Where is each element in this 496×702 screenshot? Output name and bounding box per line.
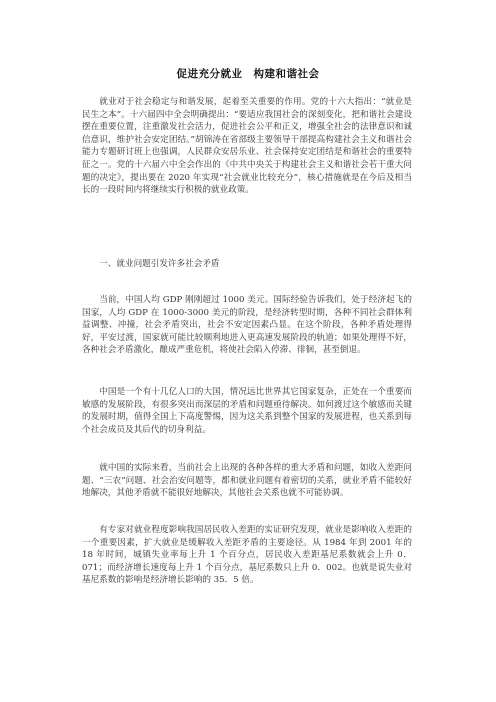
paragraph-research: 有专家对就业程度影响我国居民收入差距的实证研究发现，就业是影响收入差距的一个重要因素，扩大就业是缓解收入差距矛盾的主要途径。从 1984 年到 2001 年的 18 年时间，城镇失业率每上升 1 个百分点，居民收入差距基尼系数就会上升 0．071；而经济增长速度每上升 1 个百分点，基尼系数只上升 0．002。也就是说失业对基尼系数的影响是经济增长影响的 35．5 倍。	[82, 525, 412, 586]
section-heading: 一、就业问题引发许多社会矛盾	[99, 259, 220, 269]
document-title: 促进充分就业 构建和谐社会	[176, 68, 320, 80]
paragraph-problems: 就中国的实际来看，当前社会上出现的各种各样的重大矛盾和问题，如收入差距问题、“三农”问题、社会治安问题等，都和就业问题有着密切的关系，就业矛盾不能较好地解决，其他矛盾就不能很好地解决，其他社会关系也就不可能协调。	[82, 463, 412, 499]
paragraph-china-stage: 中国是一个有十几亿人口的大国，情况远比世界其它国家复杂，正处在一个重要而敏感的发展阶段，有很多突出而深层的矛盾和问题亟待解决。如何渡过这个敏感而关键的发展时期，值得全国上下高度警惕，因为这关系到整个国家的发展进程，也关系到每个社会成员及其后代的切身利益。	[82, 387, 412, 435]
paragraph-intro: 就业对于社会稳定与和谐发展，起着至关重要的作用。党的十六大指出：“就业是民生之本”。十六届四中全会明确提出：“要适应我国社会的深刻变化，把和谐社会建设摆在重要位置，注重激发社会活力，促进社会公平和正义，增强全社会的法律意识和诚信意识，维护社会安定团结。”胡锦涛在省部级主要领导干部提高构建社会主义和谐社会能力专题研讨班上也强调，人民群众安居乐业、社会保持安定团结是和谐社会的重要特征之一。党的十六届六中全会作出的《中共中央关于构建社会主义和谐社会若干重大问题的决定》，提出要在 2020 年实现“社会就业比较充分”，核心措施就是在今后及相当长的一段时间内将继续实行积极的就业政策。	[82, 97, 412, 196]
paragraph-gdp: 当前，中国人均 GDP 刚刚超过 1000 美元。国际经验告诉我们，处于经济起飞的国家，人均 GDP 在 1000-3000 美元的阶段，是经济转型时期，各种不同社会群体利益调整、冲撞，社会矛盾突出，社会不安定因素凸显。在这个阶段，各种矛盾处理得好，平安过渡，国家就可能比较顺利地进入更高速发展阶段的轨道；如果处理得不好，各种社会矛盾激化，酿成严重危机，将使社会陷入停滞、徘徊，甚至倒退。	[82, 295, 412, 356]
